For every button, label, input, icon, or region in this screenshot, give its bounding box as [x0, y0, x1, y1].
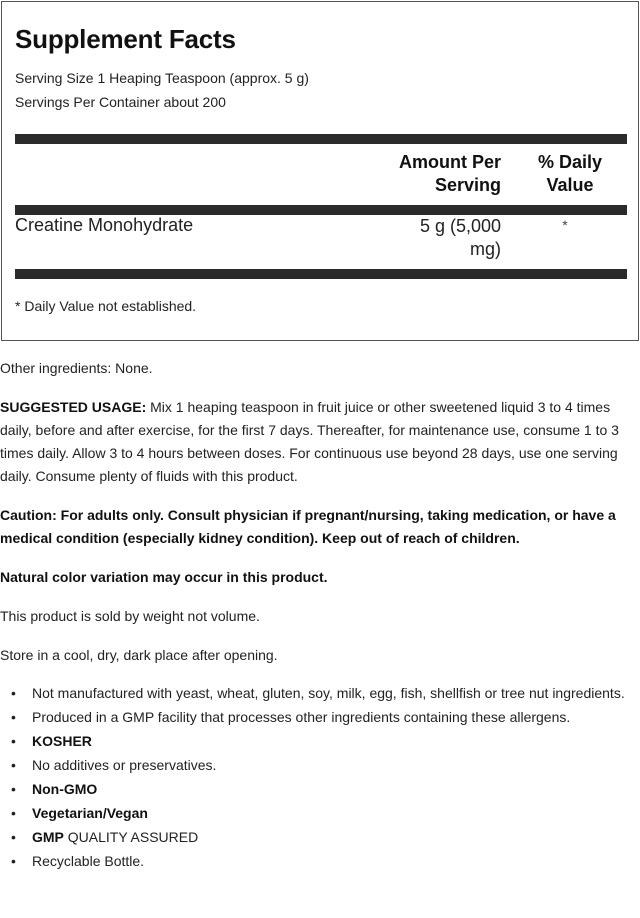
- feature-item: • Recyclable Bottle.: [11, 853, 145, 869]
- amount-header-line2: Serving: [434, 175, 501, 195]
- color-variation-note: Natural color variation may occur in this product.: [0, 569, 328, 585]
- feature-list: [0, 683, 640, 871]
- serving-size: Serving Size 1 Heaping Teaspoon (approx. 5 g): [15, 70, 309, 86]
- ingredient-name: Creatine Monohydrate: [15, 215, 194, 235]
- thick-divider: [15, 134, 627, 144]
- product-description: [0, 357, 640, 875]
- feature-item: • Non-GMO: [11, 781, 98, 797]
- amount-header-line1: Amount Per: [398, 152, 501, 172]
- thick-divider: [15, 205, 627, 215]
- dv-header-line2: Value: [546, 175, 594, 195]
- feature-item: • Not manufactured with yeast, wheat, gluten, soy, milk, egg, fish, shellfish or tree nut ingredients.: [11, 685, 625, 701]
- ingredient-amount: [361, 215, 501, 261]
- amount-per-serving-header: [361, 151, 501, 197]
- caution-text: Caution: For adults only. Consult physician if pregnant/nursing, taking medication, or have a medical condition (especially kidney condition). Keep out of reach of children.: [0, 507, 616, 546]
- bullet-icon: •: [11, 709, 16, 725]
- feature-item: • No additives or preservatives.: [11, 757, 217, 773]
- bullet-icon: •: [11, 733, 16, 749]
- bullet-icon: •: [11, 685, 16, 701]
- daily-value-header: [520, 151, 620, 197]
- ingredient-amount-line2: mg): [470, 239, 501, 259]
- feature-item: • GMP QUALITY ASSURED: [11, 829, 199, 845]
- feature-item: • Produced in a GMP facility that processes other ingredients containing these allergens.: [11, 709, 571, 725]
- bullet-icon: •: [11, 829, 16, 845]
- thick-divider: [15, 269, 627, 279]
- weight-note: This product is sold by weight not volume.: [0, 608, 260, 624]
- suggested-usage-text: Mix 1 heaping teaspoon in fruit juice or other sweetened liquid 3 to 4 times daily, before and after exercise, for the first 7 days. Thereafter, for maintenance use, consume 1 to 3 times daily. Allow 3 to 4 hours between doses. For continuous use beyond 28 days, use one serving daily. Consume plenty of fluids with this product.: [0, 399, 619, 484]
- other-ingredients: Other ingredients: None.: [0, 360, 153, 376]
- suggested-usage: [0, 396, 640, 488]
- bullet-icon: •: [11, 853, 16, 869]
- feature-item: • Vegetarian/Vegan: [11, 805, 148, 821]
- dv-header-line1: % Daily: [537, 152, 603, 172]
- suggested-usage-label: SUGGESTED USAGE:: [0, 399, 147, 415]
- facts-title: Supplement Facts: [15, 24, 236, 54]
- ingredient-daily-value: *: [562, 217, 568, 233]
- daily-value-footnote: * Daily Value not established.: [15, 298, 197, 314]
- supplement-facts-panel: [1, 1, 639, 341]
- storage-note: Store in a cool, dry, dark place after opening.: [0, 647, 278, 663]
- servings-per-container: Servings Per Container about 200: [15, 94, 226, 110]
- ingredient-amount-line1: 5 g (5,000: [419, 216, 501, 236]
- feature-item: • KOSHER: [11, 733, 92, 749]
- bullet-icon: •: [11, 757, 16, 773]
- bullet-icon: •: [11, 781, 16, 797]
- bullet-icon: •: [11, 805, 16, 821]
